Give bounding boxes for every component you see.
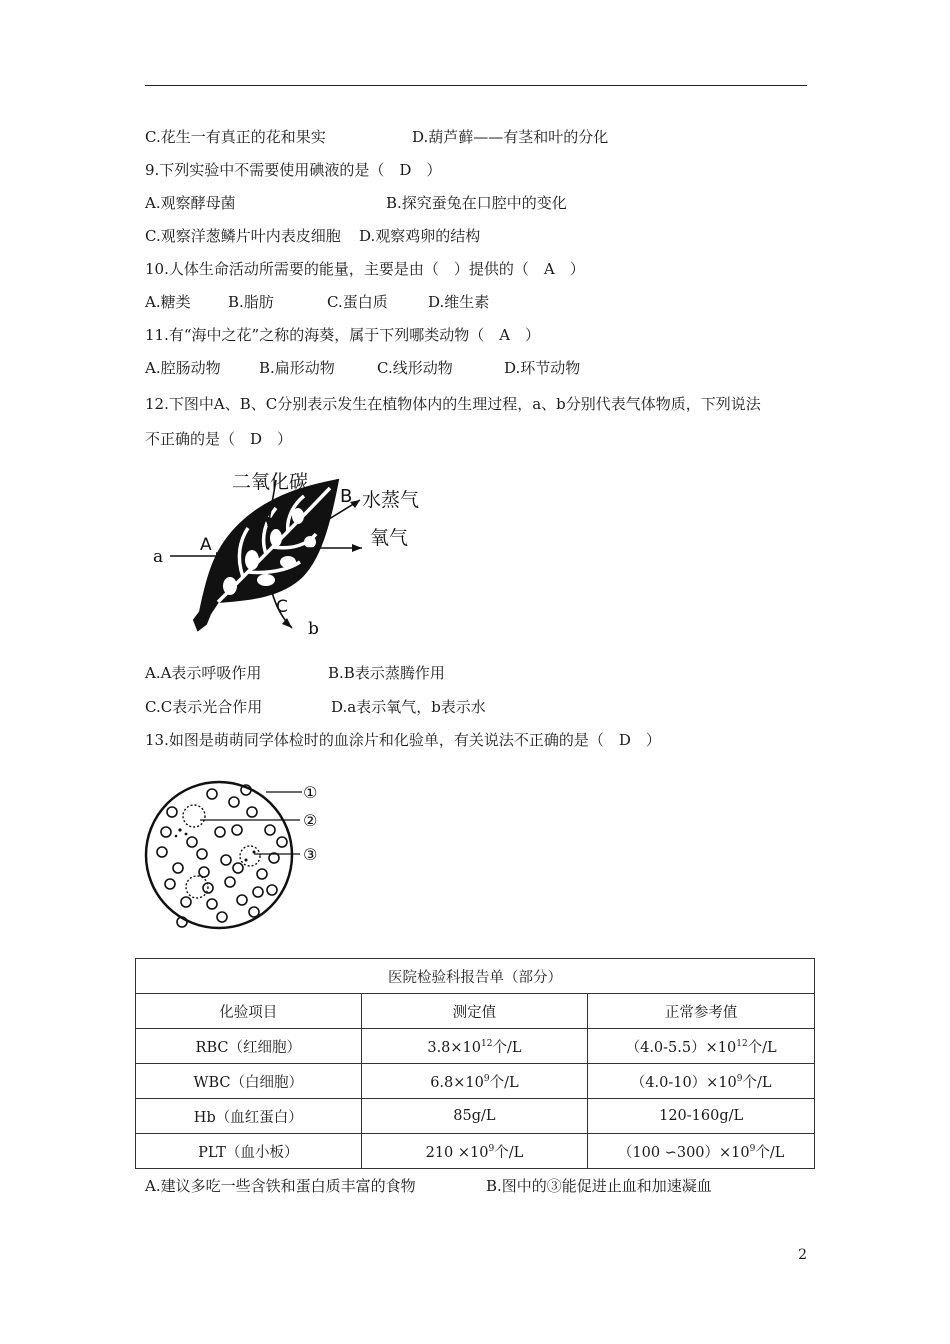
c-arrowhead (282, 618, 292, 628)
q10-option-a: A.糖类 (145, 293, 191, 311)
q13-option-a: A.建议多吃一些含铁和蛋白质丰富的食物 (145, 1177, 416, 1195)
q12-option-c: C.C表示光合作用 (145, 698, 263, 716)
q12-option-b: B.B表示蒸腾作用 (328, 664, 445, 682)
q9-option-c: C.观察洋葱鳞片叶内表皮细胞 (145, 227, 341, 245)
header-item: 化验项目 (136, 994, 362, 1029)
b-upper-label: B (340, 486, 353, 507)
q11-option-d: D.环节动物 (504, 359, 581, 377)
row-value: $6.8\times 10^9$个/L (361, 1064, 588, 1099)
report-title: 医院检验科报告单（部分） (136, 959, 815, 994)
header-rule (145, 85, 807, 86)
a-lower-label: a (153, 547, 164, 567)
label-3: ③ (303, 845, 318, 864)
q8-option-c: C.花生一有真正的花和果实 (145, 128, 326, 146)
leaf-diagram (148, 462, 448, 642)
row-item: RBC（红细胞） (136, 1029, 362, 1064)
water-vapor-label: 水蒸气 (362, 489, 420, 511)
table-row (136, 1099, 815, 1134)
row-item: PLT（血小板） (136, 1134, 362, 1169)
q11-stem: 11.有“海中之花”之称的海葵，属于下列哪类动物（ A ） (145, 326, 541, 344)
q12-option-d: D.a表示氧气，b表示水 (331, 698, 486, 716)
row-reference: $(4.0-10)\times 10^9$个/L (588, 1064, 815, 1099)
oxygen-label: 氧气 (370, 527, 409, 549)
table-row (136, 1134, 815, 1169)
row-item: WBC（白细胞） (136, 1064, 362, 1099)
q11-option-b: B.扁形动物 (259, 359, 335, 377)
page-number: 2 (798, 1247, 807, 1263)
q12-stem-line1: 12.下图中A、B、C分别表示发生在植物体内的生理过程，a、b分别代表气体物质，下列说法 (145, 395, 761, 413)
co2-label: 二氧化碳 (232, 471, 309, 493)
q12-option-a: A.A表示呼吸作用 (145, 664, 262, 682)
header-value: 测定值 (361, 994, 588, 1029)
q11-option-a: A.腔肠动物 (145, 359, 221, 377)
q12-stem-line2: 不正确的是（ D ） (145, 430, 293, 448)
q9-option-d: D.观察鸡卵的结构 (359, 227, 481, 245)
row-reference: （100 $∽300)\times 10^9$个/L (588, 1134, 815, 1169)
row-value: $210 \times 10^9$个/L (361, 1134, 588, 1169)
b-lower-label: b (308, 619, 319, 639)
q11-option-c: C.线形动物 (377, 359, 453, 377)
table-row (136, 1029, 815, 1064)
q9-option-b: B.探究蚕兔在口腔中的变化 (386, 194, 567, 212)
q9-stem: 9.下列实验中不需要使用碘液的是（ D ） (145, 161, 442, 179)
oxygen-arrowhead (352, 544, 362, 552)
blood-smear-figure (142, 772, 332, 942)
c-upper-label: C (276, 597, 288, 617)
table-row (136, 1064, 815, 1099)
q10-option-d: D.维生素 (428, 293, 490, 311)
q13-option-b: B.图中的③能促进止血和加速凝血 (486, 1177, 712, 1195)
row-value: 85g/L (361, 1099, 588, 1134)
q13-stem: 13.如图是萌萌同学体检时的血涂片和化验单，有关说法不正确的是（ D ） (145, 731, 661, 749)
a-upper-label: A (200, 535, 212, 555)
row-item: Hb（血红蛋白） (136, 1099, 362, 1134)
q9-option-a: A.观察酵母菌 (145, 194, 236, 212)
label-1: ① (303, 783, 318, 802)
q8-option-d: D.葫芦藓——有茎和叶的分化 (412, 128, 609, 146)
q10-option-c: C.蛋白质 (327, 293, 388, 311)
label-2: ② (303, 811, 318, 830)
row-reference: 120-160g/L (588, 1099, 815, 1134)
q10-stem: 10.人体生命活动所需要的能量，主要是由（ ）提供的（ A ） (145, 260, 585, 278)
row-value: $3.8\times 10^{12}$个/L (361, 1029, 588, 1064)
lab-report-table (135, 958, 815, 1169)
q10-option-b: B.脂肪 (228, 293, 274, 311)
row-reference: $(4.0-5.5)\times 10^{12}$个/L (588, 1029, 815, 1064)
header-reference: 正常参考值 (588, 994, 815, 1029)
